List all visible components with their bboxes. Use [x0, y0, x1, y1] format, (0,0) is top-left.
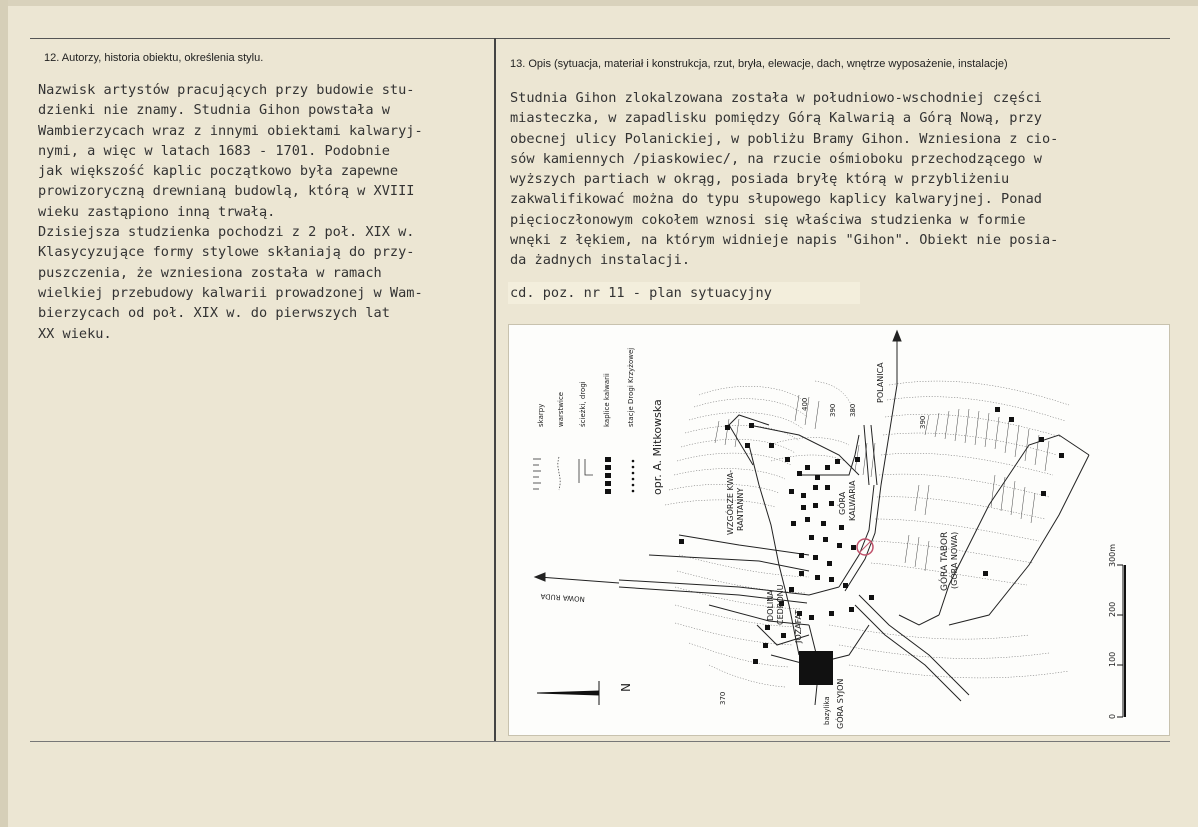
- description-line: Studnia Gihon zlokalzowana została w południowo-wschodniej części: [510, 90, 1042, 106]
- history-line: prowizoryczną drewnianą budowlą, którą w XVIII: [38, 183, 415, 200]
- north-label: N: [618, 683, 632, 692]
- contour-value: 400: [801, 397, 809, 411]
- scale-label-100: 100: [1108, 651, 1117, 667]
- label-gora-kalwaria-2: KALWARIA: [848, 480, 857, 521]
- history-line: Dzisiejsza studzienka pochodzi z 2 poł. XIX w.: [38, 224, 415, 241]
- history-line: Klasycyzujące formy stylowe skłaniają do przy-: [38, 244, 415, 261]
- legend-label-warstwice: warstwice: [557, 391, 565, 427]
- legend-label-stacje: stacje Drogi Krzyżowej: [627, 347, 635, 427]
- top-rule: [30, 38, 1170, 39]
- legend-label-kaplice: kaplice kalwarii: [603, 373, 611, 427]
- legend-symbol-warstwice: [558, 457, 560, 490]
- scale-label-0: 0: [1108, 713, 1117, 719]
- map-author: opr. A. Mitkowska: [651, 399, 664, 495]
- label-wzgorze-2: RANTANNY: [736, 487, 745, 531]
- page-edge: [0, 0, 1198, 6]
- description-line: da żadnych instalacji.: [510, 252, 691, 269]
- description-line: wyższych partiach w okrąg, posiada bryłę którą w przybliżeniu: [510, 171, 1010, 188]
- section-13-header: 13. Opis (sytuacja, materiał i konstrukcja, rzut, bryła, elewacje, dach, wnętrze wyposażenie, instalacje): [510, 58, 1008, 70]
- description-line: wnęki z łękiem, na którym widnieje napis "Gihon". Obiekt nie posia-: [510, 232, 1059, 249]
- contour-value: 390: [829, 403, 837, 417]
- section-12-header: 12. Autorzy, historia obiektu, określenia stylu.: [44, 52, 264, 64]
- description-line: miasteczka, w zapadlisku pomiędzy Górą Kalwarią a Górą Nową, przy: [510, 110, 1042, 127]
- contour-value: 390: [919, 415, 927, 429]
- road-arrow-polanica: [893, 331, 901, 385]
- label-gora-tabor-2: (GÓRA NOWA): [950, 531, 959, 589]
- page-edge-left: [0, 0, 8, 827]
- contour-value: 380: [849, 403, 857, 417]
- description-line: obecnej ulicy Polanickiej, w pobliżu Bramy Gihon. Wzniesiona z cio-: [510, 130, 1059, 147]
- label-jozafat: JOZAFAT: [794, 609, 803, 643]
- legend-symbol-sciezki: [579, 459, 593, 483]
- history-text: [38, 80, 490, 344]
- label-bazylika: bazylika: [823, 696, 831, 725]
- north-arrow: [537, 681, 599, 705]
- label-dolina-1: DOLINA: [766, 590, 775, 621]
- history-line: bierzycach od poł. XIX w. do pierwszych lat: [38, 305, 390, 322]
- reference-note-text: cd. poz. nr 11 - plan sytuacyjny: [510, 285, 772, 301]
- history-line: Wambierzycach wraz z innymi obiektami kalwaryj-: [38, 122, 423, 139]
- slope-hatching: [715, 395, 1049, 571]
- description-line: sów kamiennych /piaskowiec/, na rzucie ośmioboku przechodzącego w: [510, 150, 1042, 167]
- legend-symbol-stacje: [632, 460, 635, 493]
- history-line: wielkiej przebudowy kalwarii prowadzonej w Wam-: [38, 284, 423, 301]
- description-line: zakwalifikować można do typu słupowego kaplicy kalwaryjnej. Ponad: [510, 191, 1042, 208]
- scale-bar: [1117, 565, 1125, 717]
- scale-label-200: 200: [1108, 601, 1117, 617]
- description-line: pięcioczłonowym cokołem wznosi się właściwa studzienka w formie: [510, 211, 1026, 228]
- history-line: XX wieku.: [38, 325, 112, 342]
- calvary-chapels: [679, 407, 1064, 685]
- legend-label-sciezki: ścieżki, drogi: [579, 381, 587, 427]
- history-line: Nazwisk artystów pracujących przy budowie stu-: [38, 82, 415, 98]
- road-arrow-nowa-ruda: [535, 573, 619, 583]
- history-line: jak większość kaplic początkowo była zapewne: [38, 163, 399, 180]
- legend-label-skarpy: skarpy: [537, 403, 545, 427]
- site-plan-svg: [509, 325, 1169, 735]
- column-divider: [494, 38, 496, 742]
- scale-label-300: 300m: [1108, 543, 1117, 567]
- roads: [619, 343, 1089, 705]
- label-gora-syjon: GÓRA SYJON: [836, 678, 845, 729]
- label-nowa-ruda: NOWA RUDA: [540, 591, 586, 603]
- contour-value: 370: [719, 691, 727, 705]
- history-line: wieku zastąpiono inną trwałą.: [38, 203, 276, 220]
- legend-symbol-skarpy: [533, 459, 541, 489]
- legend-symbol-kaplice: [605, 457, 611, 494]
- history-line: puszczenia, że wzniesiona została w ramach: [38, 264, 382, 281]
- history-line: dzienki nie znamy. Studnia Gihon powstała w: [38, 102, 390, 119]
- label-dolina-2: CEDRONU: [776, 584, 785, 625]
- label-wzgorze-1: WZGÓRZE KWA-: [726, 469, 735, 535]
- label-gora-tabor-1: GÓRA TABOR: [940, 531, 950, 591]
- reference-note: [508, 282, 860, 304]
- label-gora-kalwaria-1: GÓRA: [838, 491, 847, 515]
- map-legend: [533, 348, 664, 495]
- basilica: [799, 651, 833, 685]
- history-line: nymi, a więc w latach 1683 - 1701. Podobnie: [38, 142, 390, 159]
- label-polanica: POLANICA: [876, 362, 885, 403]
- description-text: [510, 88, 1175, 271]
- site-plan-map: [508, 324, 1170, 736]
- bottom-rule: [30, 741, 1170, 742]
